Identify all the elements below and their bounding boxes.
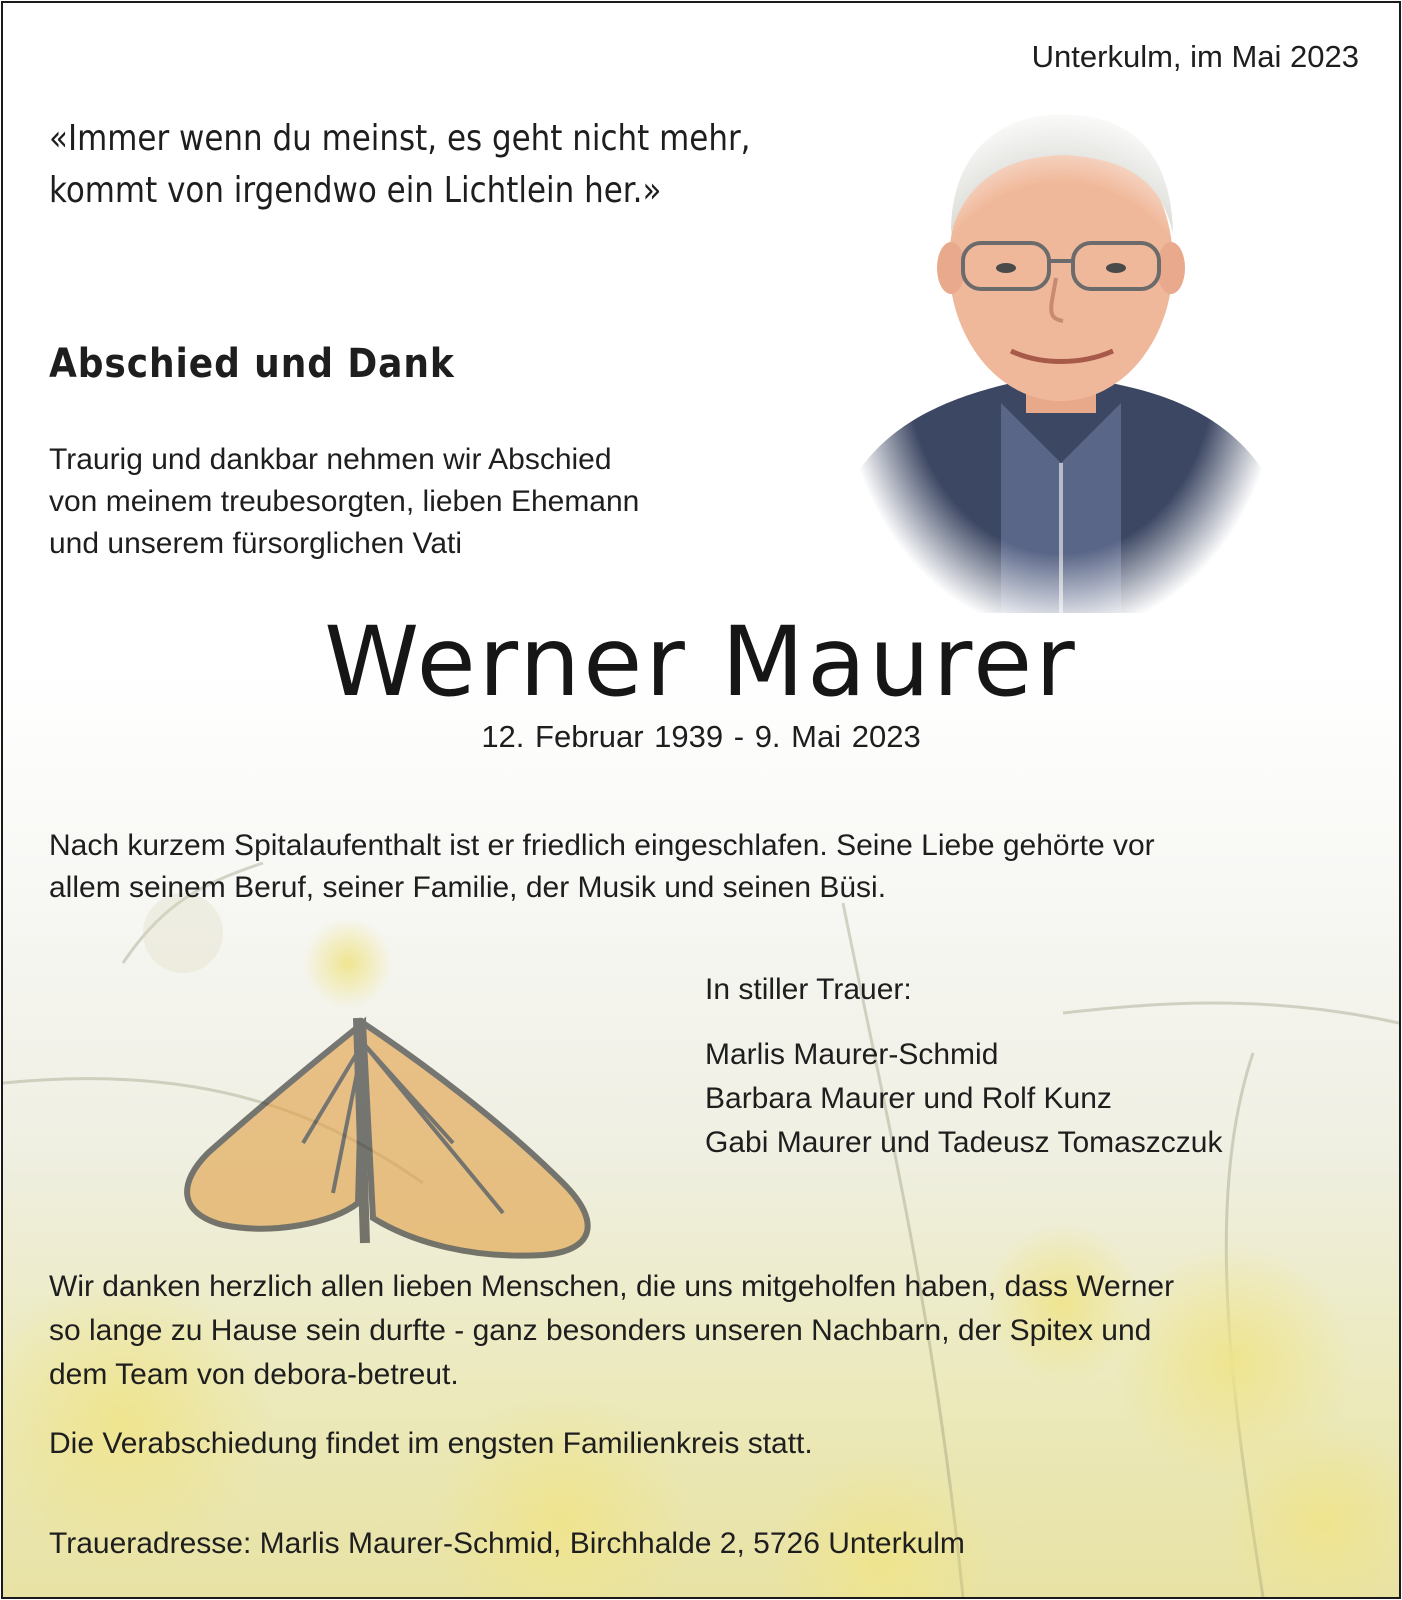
place-date: Unterkulm, im Mai 2023 bbox=[1031, 39, 1359, 74]
intro-line: Traurig und dankbar nehmen wir Abschied bbox=[49, 443, 612, 476]
butterfly-image bbox=[187, 1018, 588, 1256]
quote-line: «Immer wenn du meinst, es geht nicht mehr, bbox=[49, 118, 751, 159]
quote-line: kommt von irgendwo ein Lichtlein her.» bbox=[49, 170, 662, 211]
mourner-name: Marlis Maurer-Schmid bbox=[705, 1038, 999, 1071]
thanks-line: dem Team von debora-betreut. bbox=[49, 1358, 459, 1391]
thanks-line: so lange zu Hause sein durfte - ganz besonders unseren Nachbarn, der Spitex und bbox=[49, 1314, 1152, 1347]
intro-line: von meinem treubesorgten, lieben Ehemann bbox=[49, 485, 640, 518]
heading: Abschied und Dank bbox=[49, 341, 455, 387]
life-dates: 12. Februar 1939 - 9. Mai 2023 bbox=[481, 719, 921, 754]
portrait-photo bbox=[851, 103, 1271, 613]
farewell-note: Die Verabschiedung findet im engsten Familienkreis statt. bbox=[49, 1427, 813, 1460]
obituary-card bbox=[1, 1, 1401, 1599]
body-line: allem seinem Beruf, seiner Familie, der Musik und seinen Büsi. bbox=[49, 871, 887, 904]
mourning-address: Traueradresse: Marlis Maurer-Schmid, Birchhalde 2, 5726 Unterkulm bbox=[49, 1527, 965, 1560]
body-line: Nach kurzem Spitalaufenthalt ist er friedlich eingeschlafen. Seine Liebe gehörte vor bbox=[49, 829, 1155, 862]
mourning-label: In stiller Trauer: bbox=[705, 973, 912, 1006]
intro-line: und unserem fürsorglichen Vati bbox=[49, 527, 462, 560]
thanks-paragraph bbox=[49, 1265, 1174, 1397]
deceased-name: Werner Maurer bbox=[324, 606, 1078, 718]
mourners-list bbox=[705, 1033, 1223, 1165]
thanks-line: Wir danken herzlich allen lieben Menschen, die uns mitgeholfen haben, dass Werner bbox=[49, 1270, 1175, 1303]
intro-text bbox=[49, 439, 639, 565]
mourner-name: Barbara Maurer und Rolf Kunz bbox=[705, 1082, 1112, 1115]
mourner-name: Gabi Maurer und Tadeusz Tomaszczuk bbox=[705, 1126, 1223, 1159]
quote bbox=[49, 113, 751, 217]
body-paragraph bbox=[49, 825, 1155, 909]
